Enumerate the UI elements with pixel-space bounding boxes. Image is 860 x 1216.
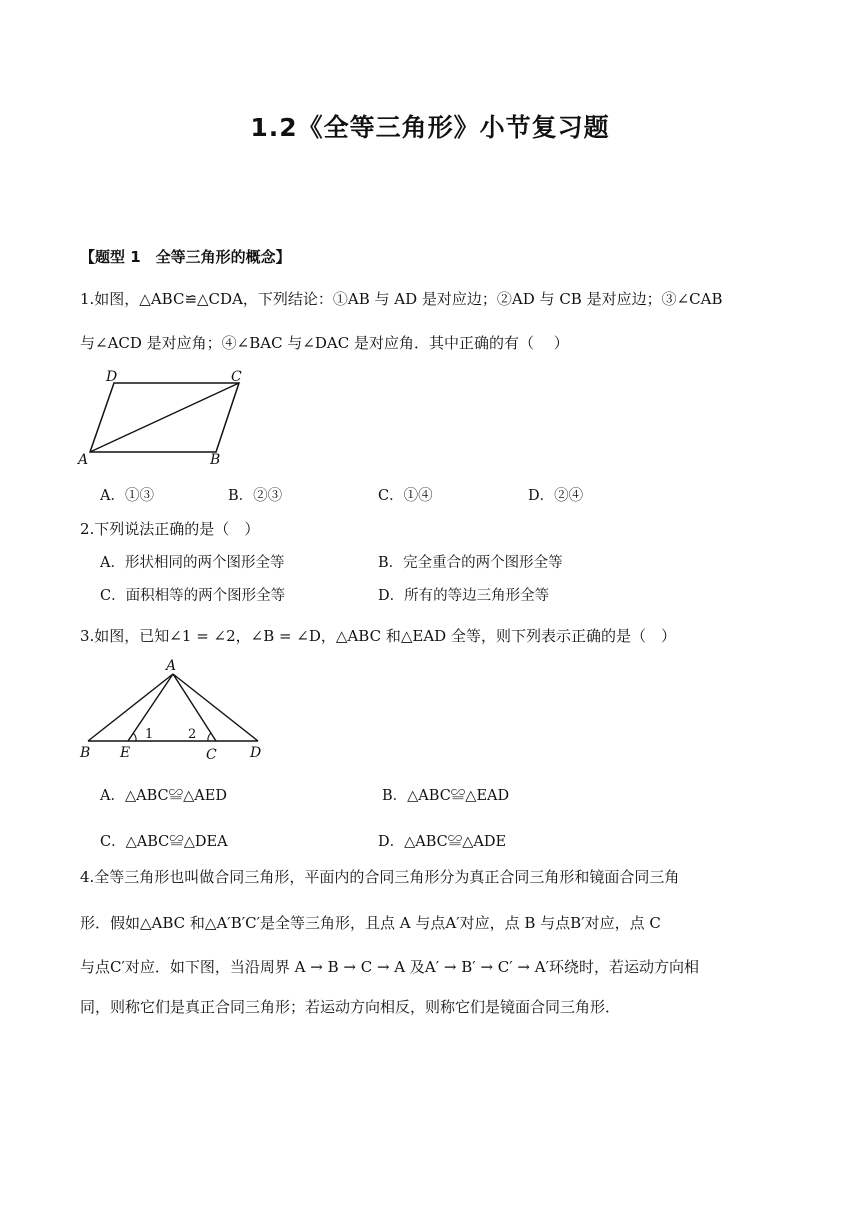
question-3-option-b[interactable]: B．△ABC≌△EAD [382,788,510,804]
question-1-option-c[interactable]: C．①④ [378,488,433,504]
question-1-option-a[interactable]: A．①③ [100,488,154,504]
question-1-line-2: 与∠ACD 是对应角；④∠BAC 与∠DAC 是对应角．其中正确的有（ ） [80,334,569,352]
question-2-option-a[interactable]: A．形状相同的两个图形全等 [100,555,285,571]
question-1-option-d[interactable]: D．②④ [528,488,584,504]
page-title: 1.2《全等三角形》小节复习题 [250,113,610,142]
label-e: E [120,745,131,761]
question-1-line-1: 1.如图，△ABC≌△CDA，下列结论：①AB 与 AD 是对应边；②AD 与 CB 是对应边；③∠CAB [80,290,723,308]
label-c: C [231,369,242,385]
question-1-option-b[interactable]: B．②③ [228,488,283,504]
label-b: B [210,452,221,468]
question-2-option-c[interactable]: C．面积相等的两个图形全等 [100,588,286,604]
label-a: A [166,658,177,674]
question-4-line-3: 与点C′对应．如下图，当沿周界 A → B → C → A 及A′ → B′ → C′ → A′环绕时，若运动方向相 [80,958,700,976]
question-1-figure [74,366,264,472]
question-4-line-2: 形．假如△ABC 和△A′B′C′是全等三角形，且点 A 与点A′对应，点 B 与点B′对应，点 C [80,914,661,932]
question-2-option-d[interactable]: D．所有的等边三角形全等 [378,588,550,604]
label-c: C [206,747,217,763]
question-3-option-a[interactable]: A．△ABC≌△AED [100,788,227,804]
label-a: A [78,452,89,468]
angle-1-label: 1 [145,727,154,742]
question-2-stem: 2.下列说法正确的是（ ） [80,520,260,538]
label-d: D [106,369,118,385]
angle-2-label: 2 [188,727,197,742]
question-4-line-4: 同，则称它们是真正合同三角形；若运动方向相反，则称它们是镜面合同三角形． [80,998,621,1016]
question-4-line-1: 4.全等三角形也叫做合同三角形，平面内的合同三角形分为真正合同三角形和镜面合同三角 [80,868,680,886]
question-3-option-c[interactable]: C．△ABC≌△DEA [100,834,228,850]
question-3-option-d[interactable]: D．△ABC≌△ADE [378,834,507,850]
section-heading: 【题型 1 全等三角形的概念】 [80,248,291,266]
label-b: B [80,745,91,761]
question-2-option-b[interactable]: B．完全重合的两个图形全等 [378,555,563,571]
label-d: D [250,745,262,761]
question-3-stem: 3.如图，已知∠1 = ∠2，∠B = ∠D，△ABC 和△EAD 全等，则下列表示正确的是（ ） [80,627,676,645]
question-3-figure [74,656,274,764]
